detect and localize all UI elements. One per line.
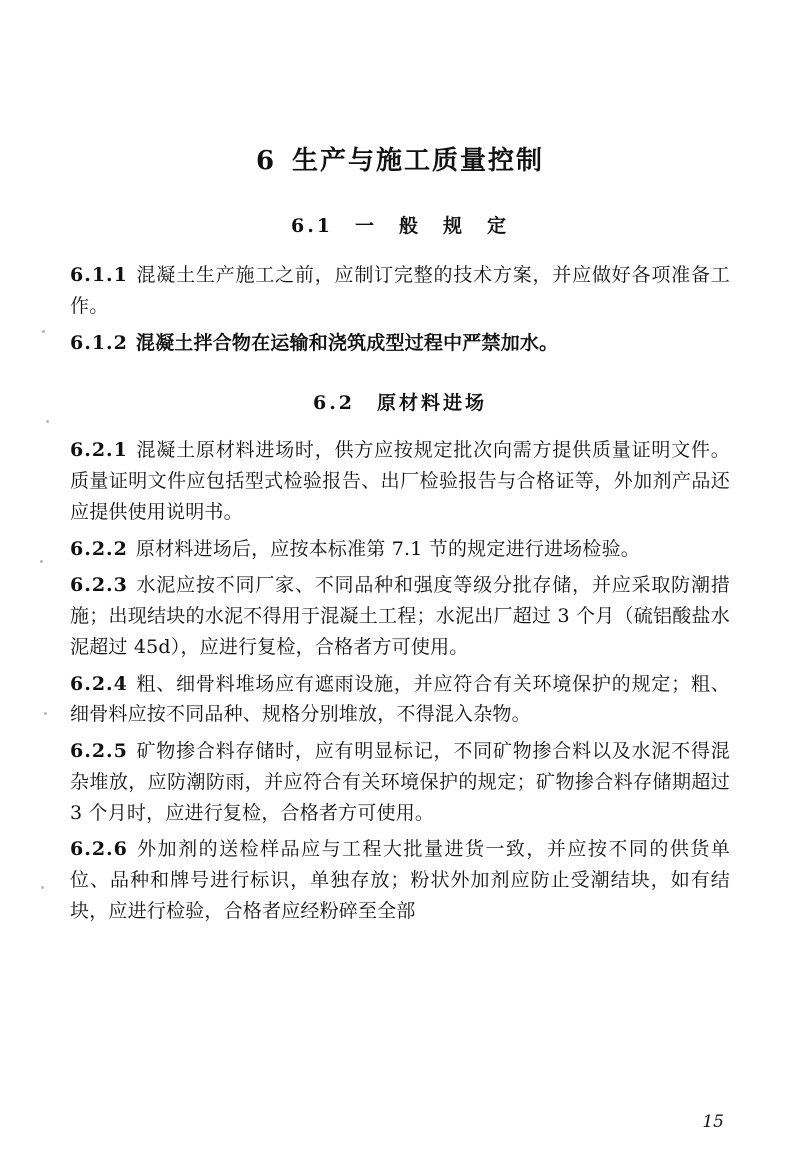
scan-speckle (44, 712, 47, 715)
scan-speckle (42, 330, 45, 333)
paragraph-text: 混凝土生产施工之前，应制订完整的技术方案，并应做好各项准备工作。 (70, 264, 730, 317)
paragraph-6-2-4 (70, 669, 730, 731)
paragraph-6-2-3 (70, 570, 730, 662)
paragraph-text: 水泥应按不同厂家、不同品种和强度等级分批存储，并应采取防潮措施；出现结块的水泥不得用于混凝土工程；水泥出厂超过 3 个月（硫铝酸盐水泥超过 45d），应进行复检，合格者方可使用。 (70, 574, 730, 658)
paragraph-text: 外加剂的送检样品应与工程大批量进货一致，并应按不同的供货单位、品种和牌号进行标识，单独存放；粉状外加剂应防止受潮结块，如有结块，应进行检验，合格者应经粉碎至全部 (70, 838, 730, 923)
page-number: 15 (702, 1112, 724, 1132)
scan-speckle (40, 560, 43, 563)
paragraph-label: 6.1.2 (70, 331, 128, 354)
paragraph-text: 混凝土原材料进场时，供方应按规定批次向需方提供质量证明文件。质量证明文件应包括型式检验报告、出厂检验报告与合格证等，外加剂产品还应提供使用说明书。 (70, 439, 730, 523)
paragraph-text: 矿物掺合料存储时，应有明显标记，不同矿物掺合料以及水泥不得混杂堆放，应防潮防雨，并应符合有关环境保护的规定；矿物掺合料存储期超过 3 个月时，应进行复检，合格者方可使用。 (70, 740, 730, 824)
chapter-number: 6 (255, 146, 277, 176)
paragraph-label: 6.2.3 (70, 574, 128, 597)
paragraph-label: 6.2.4 (70, 672, 128, 695)
paragraph-6-2-6 (70, 834, 730, 926)
paragraph-6-2-5 (70, 736, 730, 828)
paragraph-label: 6.2.5 (70, 740, 128, 763)
paragraph-6-2-1 (70, 435, 730, 527)
paragraph-text: 原材料进场后，应按本标准第 7.1 节的规定进行进场检验。 (135, 537, 640, 560)
chapter-heading-text: 生产与施工质量控制 (292, 146, 545, 176)
section-heading-6-2: 6.2 原材料进场 (312, 392, 488, 415)
paragraph-label: 6.2.6 (70, 838, 128, 861)
paragraph-label: 6.2.2 (70, 537, 128, 560)
paragraph-label: 6.1.1 (70, 264, 128, 286)
scan-speckle (41, 886, 44, 889)
paragraph-text: 粗、细骨料堆场应有遮雨设施，并应符合有关环境保护的规定；粗、细骨料应按不同品种、规格分别堆放，不得混入杂物。 (70, 672, 730, 726)
paragraph-label: 6.2.1 (70, 439, 128, 462)
section-heading-6-1: 6.1 一 般 规 定 (290, 215, 510, 237)
paragraph-6-1-1 (70, 260, 730, 322)
paragraph-6-2-2 (70, 534, 730, 565)
chapter-title (70, 140, 730, 177)
paragraph-text: 混凝土拌合物在运输和浇筑成型过程中严禁加水。 (135, 331, 559, 354)
paragraph-6-1-2 (70, 328, 730, 359)
page-content (70, 140, 730, 933)
scan-speckle (46, 420, 49, 423)
